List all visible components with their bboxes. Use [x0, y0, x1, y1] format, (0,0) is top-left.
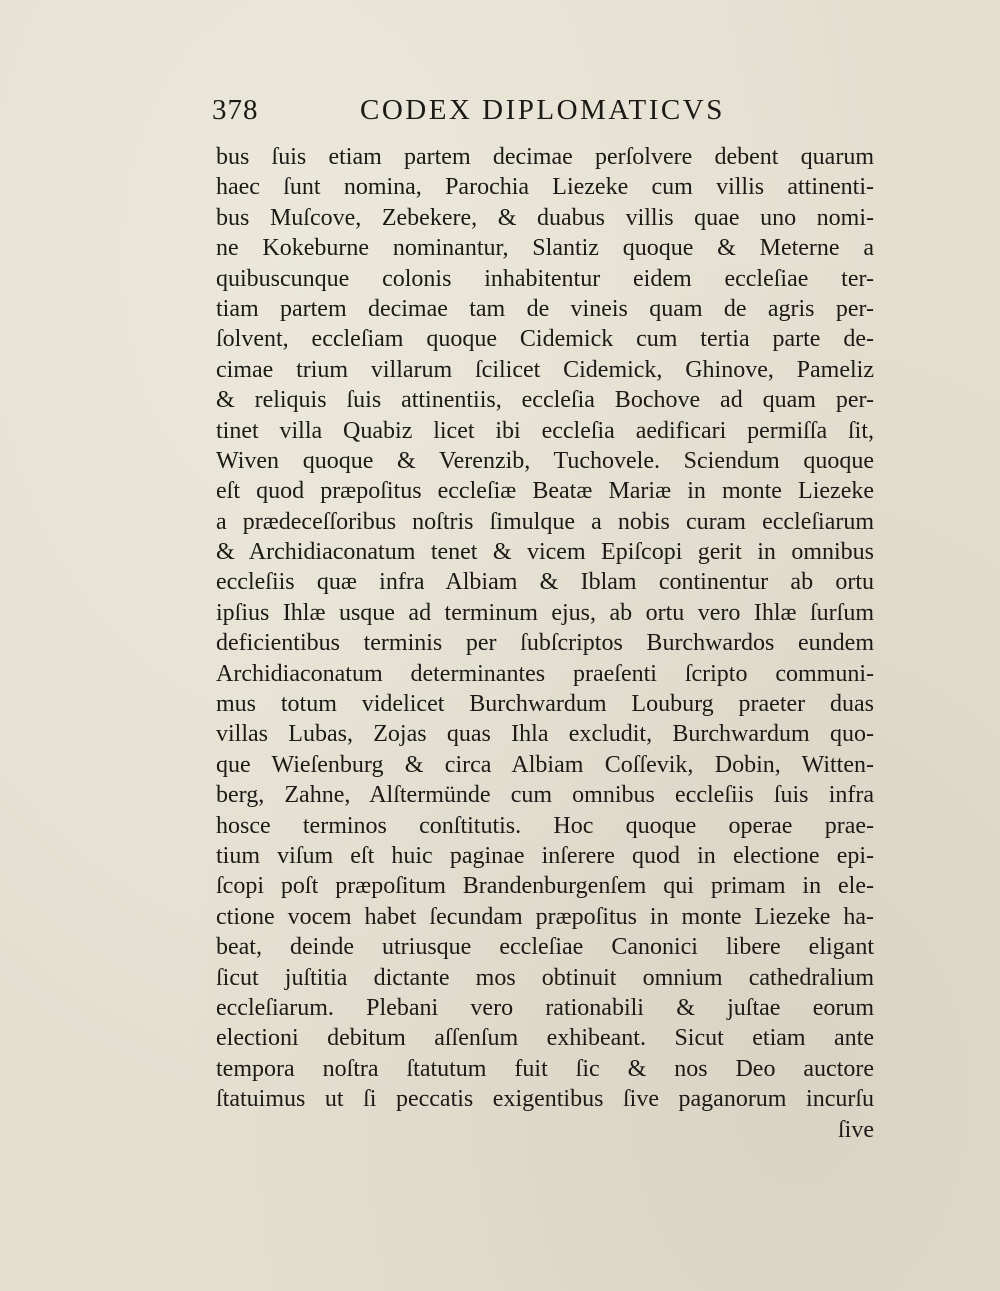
running-title: CODEX DIPLOMATICVS — [360, 94, 725, 126]
text-line: Wiven quoque & Verenzib, Tuchovele. Sciendum quoque — [216, 447, 874, 474]
text-line: ſtatuimus ut ſi peccatis exigentibus ſive paganorum incurſu — [216, 1086, 874, 1113]
text-line: eccleſiarum. Plebani vero rationabili & juſtae eorum — [216, 994, 874, 1021]
text-line: deficientibus terminis per ſubſcriptos Burchwardos eundem — [216, 630, 874, 657]
text-line: bus ſuis etiam partem decimae perſolvere debent quarum — [216, 144, 874, 170]
text-line: mus totum videlicet Burchwardum Louburg praeter duas — [216, 691, 874, 718]
text-line: quibuscunque colonis inhabitentur eidem eccleſiae ter- — [216, 265, 874, 292]
text-line: berg, Zahne, Alſtermünde cum omnibus eccleſiis ſuis infra — [216, 782, 874, 809]
text-line: eſt quod præpoſitus eccleſiæ Beatæ Mariæ in monte Liezeke — [216, 478, 874, 505]
text-line: ctione vocem habet ſecundam præpoſitus in monte Liezeke ha- — [216, 903, 874, 930]
text-line: bus Muſcove, Zebekere, & duabus villis quae uno nomi- — [216, 204, 874, 231]
text-line: que Wieſenburg & circa Albiam Coſſevik, Dobin, Witten- — [216, 751, 874, 778]
text-line: villas Lubas, Zojas quas Ihla excludit, Burchwardum quo- — [216, 721, 874, 748]
text-line: cimae trium villarum ſcilicet Cidemick, Ghinove, Pameliz — [216, 356, 874, 383]
text-line: haec ſunt nomina, Parochia Liezeke cum villis attinenti- — [216, 174, 874, 201]
text-line: & Archidiaconatum tenet & vicem Epiſcopi gerit in omnibus — [216, 539, 874, 566]
body-text — [216, 142, 874, 1145]
page-number: 378 — [212, 94, 259, 126]
text-line: electioni debitum aſſenſum exhibeant. Sicut etiam ante — [216, 1025, 874, 1052]
text-line: Archidiaconatum determinantes praeſenti ſcripto communi- — [216, 660, 874, 687]
text-line: ne Kokeburne nominantur, Slantiz quoque & Meterne a — [216, 235, 874, 262]
catchword: ſive — [838, 1116, 874, 1143]
text-line: ſcopi poſt præpoſitum Brandenburgenſem qui primam in ele- — [216, 873, 874, 900]
text-line: ipſius Ihlæ usque ad terminum ejus, ab ortu vero Ihlæ ſurſum — [216, 599, 874, 626]
text-line: eccleſiis quæ infra Albiam & Iblam continentur ab ortu — [216, 569, 874, 596]
text-line: tium viſum eſt huic paginae inſerere quod in electione epi- — [216, 842, 874, 869]
text-line: & reliquis ſuis attinentiis, eccleſia Bochove ad quam per- — [216, 387, 874, 414]
running-header — [212, 94, 812, 134]
text-line: a prædeceſſoribus noſtris ſimulque a nobis curam eccleſiarum — [216, 508, 874, 535]
text-line: tinet villa Quabiz licet ibi eccleſia aedificari permiſſa ſit, — [216, 417, 874, 444]
text-line: ſolvent, eccleſiam quoque Cidemick cum tertia parte de- — [216, 326, 874, 353]
text-line: tiam partem decimae tam de vineis quam de agris per- — [216, 295, 874, 322]
text-line: ſicut juſtitia dictante mos obtinuit omnium cathedralium — [216, 964, 874, 991]
text-line: beat, deinde utriusque eccleſiae Canonici libere eligant — [216, 934, 874, 961]
text-line: tempora noſtra ſtatutum fuit ſic & nos Deo auctore — [216, 1055, 874, 1082]
text-line: hosce terminos conſtitutis. Hoc quoque operae prae- — [216, 812, 874, 839]
